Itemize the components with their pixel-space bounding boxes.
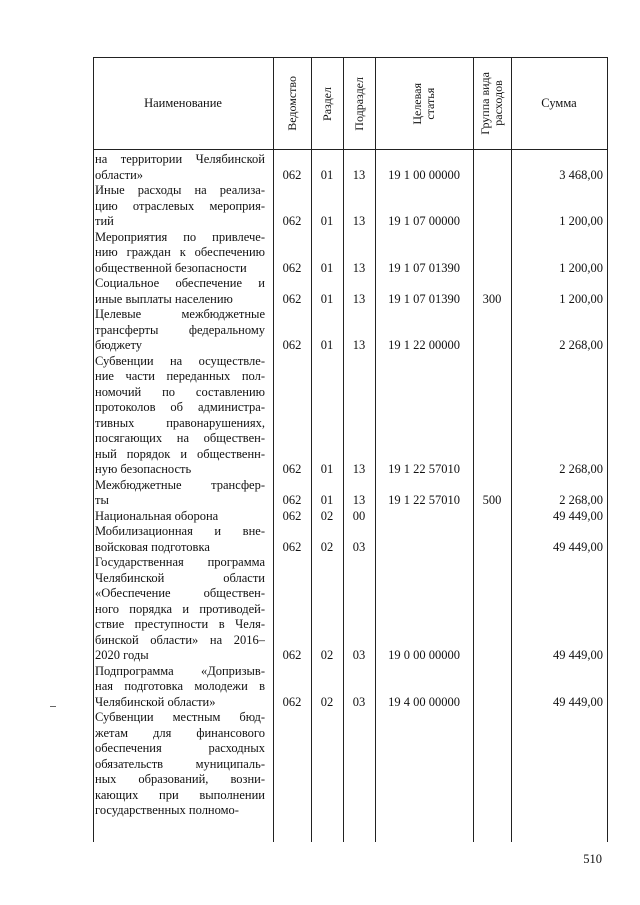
row-podrazdel: 03 — [352, 648, 366, 662]
row-summa: 49 449,00 — [553, 508, 603, 523]
row-vedomstvo: 062 — [282, 214, 302, 228]
table-row — [93, 354, 607, 478]
row-summa: 1 200,00 — [559, 291, 603, 306]
row-name-line: обязательств муниципаль- — [95, 756, 265, 771]
row-podrazdel: 03 — [352, 694, 366, 709]
row-name-line: ный порядок и общественн- — [95, 446, 265, 461]
row-summa: 1 200,00 — [559, 214, 603, 228]
row-razdel: 01 — [320, 167, 334, 182]
row-razdel: 01 — [320, 338, 334, 352]
header-celevaya — [411, 83, 437, 125]
row-name-line: номочий по составлению — [95, 384, 265, 399]
row-podrazdel: 13 — [352, 338, 366, 352]
row-name — [95, 509, 265, 525]
row-razdel: 01 — [320, 260, 334, 275]
table-border-right — [607, 57, 608, 842]
header-celevaya-line: статья — [423, 87, 437, 120]
table-header-border — [93, 149, 607, 150]
row-name-line: на территории Челябинской — [95, 152, 265, 166]
row-name-line: трансферты федеральному — [95, 322, 265, 337]
row-name-line: нию граждан к обеспечению — [95, 245, 265, 259]
row-podrazdel: 13 — [352, 462, 366, 476]
row-name-line: Социальное обеспечение и — [95, 276, 265, 290]
header-vedomstvo-cell — [273, 58, 311, 149]
row-name — [95, 478, 265, 509]
row-razdel: 01 — [320, 214, 334, 228]
header-gruppa-line: расходов — [491, 80, 505, 127]
row-name — [95, 524, 265, 555]
row-name — [95, 307, 265, 354]
row-razdel: 01 — [320, 291, 334, 306]
row-gruppa: 500 — [482, 493, 502, 507]
row-razdel: 02 — [320, 694, 334, 709]
row-name-line: Субвенции на осуществле- — [95, 353, 265, 368]
header-gruppa — [479, 72, 505, 135]
row-name-line: Подпрограмма «Допризыв- — [95, 663, 265, 678]
row-name-line: Мобилизационная и вне- — [95, 524, 265, 538]
table-row — [93, 478, 607, 509]
row-summa: 1 200,00 — [559, 260, 603, 275]
row-summa: 2 268,00 — [559, 462, 603, 476]
row-celevaya: 19 1 07 01390 — [388, 260, 460, 275]
row-name-line: государственных полномо- — [95, 803, 239, 817]
header-celevaya-line: Целевая — [410, 82, 424, 125]
row-razdel: 02 — [320, 648, 334, 662]
row-name — [95, 354, 265, 478]
row-name-line: посягающих на обществен- — [95, 431, 265, 445]
row-name-line: «Обеспечение обществен- — [95, 586, 265, 600]
row-name-line: войсковая подготовка — [95, 539, 210, 554]
row-vedomstvo: 062 — [282, 493, 302, 507]
row-celevaya: 19 1 22 00000 — [388, 338, 460, 352]
row-name-line: тий — [95, 214, 114, 228]
header-podrazdel-cell — [343, 58, 375, 149]
row-summa: 2 268,00 — [559, 493, 603, 507]
row-celevaya: 19 1 07 00000 — [388, 214, 460, 228]
row-name — [95, 664, 265, 711]
row-name-line: ние части переданных пол- — [95, 369, 265, 383]
table-row — [93, 152, 607, 183]
row-name-line: ная подготовка молодежи в — [95, 679, 265, 693]
row-name-line: Челябинской области» — [95, 694, 216, 709]
row-name-line: Целевые межбюджетные — [95, 307, 265, 321]
row-vedomstvo: 062 — [282, 694, 302, 709]
row-razdel: 02 — [320, 508, 334, 523]
row-name-line: ную безопасность — [95, 462, 192, 476]
table-row — [93, 183, 607, 230]
table-row — [93, 230, 607, 277]
row-name — [95, 276, 265, 307]
row-vedomstvo: 062 — [282, 462, 302, 476]
header-summa: Сумма — [541, 96, 577, 110]
row-name-line: ного порядка и противодей- — [95, 601, 265, 616]
row-name-line: бинской области» на 2016– — [95, 632, 265, 647]
row-vedomstvo: 062 — [282, 338, 302, 352]
row-name-line: общественной безопасности — [95, 260, 247, 275]
row-vedomstvo: 062 — [282, 167, 302, 182]
row-vedomstvo: 062 — [282, 260, 302, 275]
row-name — [95, 710, 265, 819]
row-name-line: Государственная программа — [95, 555, 265, 569]
row-name-line: иные выплаты населению — [95, 291, 233, 306]
row-name-line: обеспечения расходных — [95, 741, 265, 755]
header-celevaya-cell — [375, 58, 473, 149]
row-celevaya: 19 4 00 00000 — [388, 694, 460, 709]
table-row — [93, 524, 607, 555]
row-podrazdel: 13 — [352, 214, 366, 228]
row-podrazdel: 13 — [352, 167, 366, 182]
row-summa: 49 449,00 — [553, 694, 603, 709]
row-name-line: тивных правонарушениях, — [95, 415, 265, 430]
row-summa: 49 449,00 — [553, 539, 603, 554]
row-celevaya: 19 1 07 01390 — [388, 291, 460, 306]
row-razdel: 02 — [320, 539, 334, 554]
row-name — [95, 555, 265, 664]
row-name-line: Челябинской области — [95, 570, 265, 585]
header-gruppa-line: Группа вида — [478, 72, 492, 135]
table-row — [93, 307, 607, 354]
row-name-line: Иные расходы на реализа- — [95, 183, 265, 197]
row-name-line: 2020 годы — [95, 648, 149, 662]
row-vedomstvo: 062 — [282, 648, 302, 662]
header-gruppa-cell — [473, 58, 511, 149]
header-razdel-cell — [311, 58, 343, 149]
row-name-line: кающих при выполнении — [95, 787, 265, 802]
row-podrazdel: 13 — [352, 493, 366, 507]
row-razdel: 01 — [320, 462, 334, 476]
row-celevaya: 19 1 22 57010 — [388, 462, 460, 476]
header-razdel: Раздел — [319, 86, 334, 121]
row-name-line: ствие преступности в Челя- — [95, 617, 265, 631]
row-name-line: жетам для финансового — [95, 725, 265, 740]
header-vedomstvo: Ведомство — [284, 76, 299, 131]
row-name-line: ных образований, возни- — [95, 772, 265, 786]
row-name-line: бюджету — [95, 338, 142, 352]
row-vedomstvo: 062 — [282, 539, 302, 554]
row-podrazdel: 00 — [352, 508, 366, 523]
row-name-line: Субвенции местным бюд- — [95, 710, 265, 724]
row-summa: 49 449,00 — [553, 648, 603, 662]
row-podrazdel: 03 — [352, 539, 366, 554]
row-name-line: Национальная оборона — [95, 508, 219, 523]
page-number: 510 — [583, 852, 602, 866]
table-row — [93, 710, 607, 819]
row-celevaya: 19 1 00 00000 — [388, 167, 460, 182]
row-name-line: протоколов об администра- — [95, 400, 265, 414]
row-name — [95, 152, 265, 183]
header-podrazdel: Подраздел — [351, 76, 366, 131]
row-celevaya: 19 0 00 00000 — [388, 648, 460, 662]
row-name-line: ты — [95, 493, 109, 507]
table-row — [93, 664, 607, 711]
row-name-line: Межбюджетные трансфер- — [95, 477, 265, 492]
row-summa: 3 468,00 — [559, 167, 603, 182]
row-name-line: цию отраслевых мероприя- — [95, 198, 265, 213]
row-vedomstvo: 062 — [282, 508, 302, 523]
row-summa: 2 268,00 — [559, 338, 603, 352]
margin-mark — [50, 706, 56, 707]
row-podrazdel: 13 — [352, 260, 366, 275]
row-vedomstvo: 062 — [282, 291, 302, 306]
row-name — [95, 183, 265, 230]
header-name: Наименование — [144, 96, 222, 110]
row-razdel: 01 — [320, 493, 334, 507]
table-row — [93, 276, 607, 307]
row-celevaya: 19 1 22 57010 — [388, 493, 460, 507]
row-gruppa: 300 — [482, 291, 502, 306]
row-name-line: области» — [95, 167, 144, 182]
table-row — [93, 555, 607, 664]
row-name-line: Мероприятия по привлече- — [95, 229, 265, 244]
row-name — [95, 230, 265, 277]
table-row — [93, 509, 607, 525]
row-podrazdel: 13 — [352, 291, 366, 306]
